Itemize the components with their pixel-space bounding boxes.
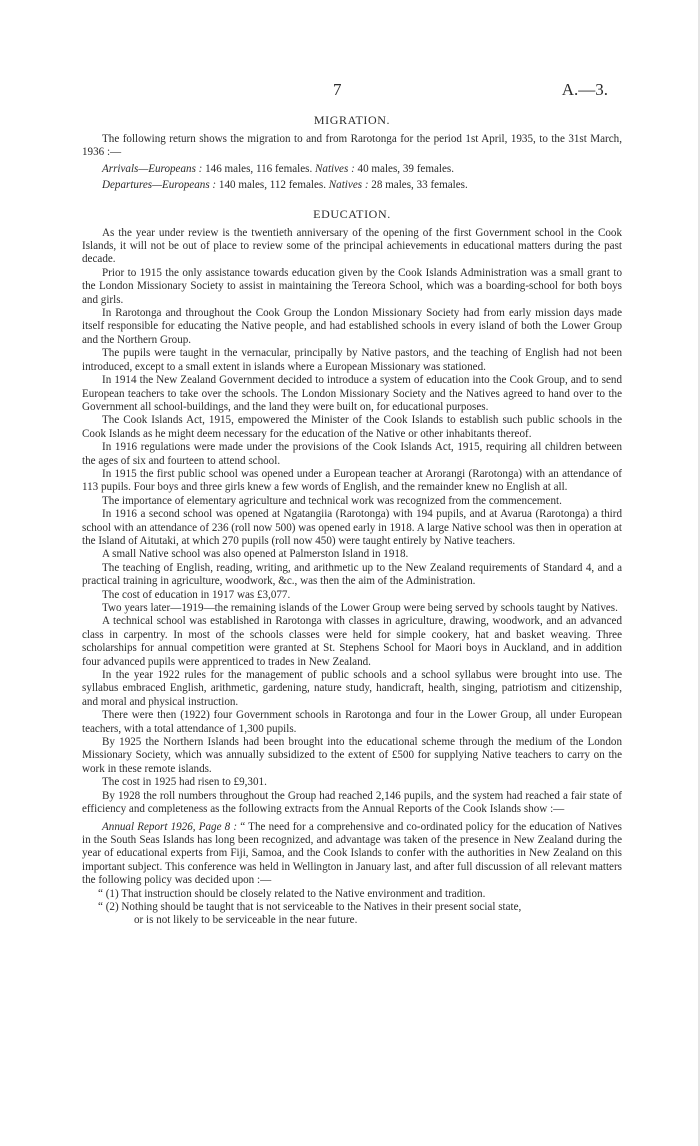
policy-item-2-continued: or is not likely to be serviceable in the near future. — [134, 914, 358, 927]
section-gap — [82, 196, 622, 204]
paragraph: By 1925 the Northern Islands had been brought into the educational scheme through the medium of the London Missionary Society, which was annually subsidized to the extent of £500 for supplying Native teachers to carry on the work in these remote islands. — [82, 736, 622, 775]
paragraph: In 1914 the New Zealand Government decided to introduce a system of education into the Cook Group, and to send European teachers to take over the schools. The London Missionary Society and the Natives agreed to hand over to the Government all school-buildings, and the land they were built on, for educational purposes. — [82, 374, 622, 413]
paragraph: As the year under review is the twentieth anniversary of the opening of the first Government school in the Cook Islands, it will not be out of place to review some of the principal achievements in educational matters during the past decade. — [82, 226, 622, 266]
page-number: 7 — [333, 80, 342, 99]
paragraph: In 1916 a second school was opened at Ngatangiia (Rarotonga) with 194 pupils, and at Avarua (Rarotonga) a third school with an attendance of 236 (roll now 500) was opened early in 1918. A large Native school was then in operation at the Island of Aitutaki, at which 270 pupils (roll now 450) were taught entirely by Native teachers. — [82, 508, 622, 547]
arrivals-value: 146 males, 116 females. — [202, 162, 316, 175]
departures-label: Departures—Europeans : — [102, 179, 217, 192]
paragraph: A technical school was established in Rarotonga with classes in agriculture, drawing, woodwork, and an advanced class in carpentry. In most of the schools classes were held for simple cookery, hat and basket weaving. Three scholarships for annual competition were granted at St. Stephens School for Maori boys in Auckland, and in addition four advanced pupils were apprenticed to trades in New Zealand. — [82, 615, 622, 668]
arrivals-natives-label: Natives : — [315, 162, 355, 175]
paragraph: Prior to 1915 the only assistance towards education given by the Cook Islands Administration was a small grant to the London Missionary Society to assist in maintaining the Tereora School, which was a boarding-school for both boys and girls. — [82, 266, 622, 306]
report-text: “ The need for a comprehensive and co-ordinated policy for the education of Natives in the South Seas Islands has long been recognized, and advantage was taken of the presence in New Zealand during the year of educational experts from Fiji, Samoa, and the Cook Islands to confer with the authorities in New Zealand on this important subject. This conference was held in Wellington in January last, and after full discussion of all relevant matters the following policy was decided upon :— — [82, 820, 622, 887]
migration-intro: The following return shows the migration to and from Rarotonga for the period 1st April, 1935, to the 31st March, 1936 :— — [82, 133, 622, 159]
paragraph: The pupils were taught in the vernacular, principally by Native pastors, and the teaching of English had not been introduced, except to a small extent in islands where a European Missionary was stationed. — [82, 347, 622, 373]
arrivals-line — [102, 163, 622, 176]
arrivals-natives-value: 40 males, 39 females. — [354, 162, 454, 175]
migration-heading: MIGRATION. — [313, 113, 391, 127]
departures-value: 140 males, 112 females. — [216, 179, 329, 192]
report-citation: Annual Report 1926, Page 8 : — [102, 820, 238, 833]
arrivals-label: Arrivals—Europeans : — [102, 162, 203, 175]
paragraph: There were then (1922) four Government schools in Rarotonga and four in the Lower Group, all under European teachers, with a total attendance of 1,300 pupils. — [82, 709, 622, 735]
paragraph: In Rarotonga and throughout the Cook Group the London Missionary Society had from early mission days made itself responsible for educating the Native people, and had established schools in every island of both the Lower Group and the Northern Group. — [82, 307, 622, 346]
departures-natives-label: Natives : — [328, 179, 369, 192]
paragraph: The importance of elementary agriculture and technical work was recognized from the commencement. — [102, 494, 562, 507]
paragraph: In 1916 regulations were made under the provisions of the Cook Islands Act, 1915, requiring all children between the ages of six and fourteen to attend school. — [82, 441, 622, 467]
paragraph: The cost of education in 1917 was £3,077. — [102, 588, 291, 601]
paragraph: The teaching of English, reading, writing, and arithmetic up to the New Zealand requirements of Standard 4, and a practical training in agriculture, woodwork, &c., was then the aim of the Administration. — [82, 561, 622, 588]
paragraph: The cost in 1925 had risen to £9,301. — [102, 776, 267, 789]
paragraph: Two years later—1919—the remaining islands of the Lower Group were being served by schools taught by Natives. — [102, 602, 618, 614]
annual-report-extract — [82, 821, 622, 888]
page-body — [82, 110, 622, 928]
paragraph: In 1915 the first public school was opened under a European teacher at Arorangi (Rarotonga) with an attendance of 113 pupils. Four boys and three girls knew a few words of English, and the remainder knew no English at all. — [82, 467, 622, 494]
document-reference: A.—3. — [561, 80, 608, 99]
paragraph: A small Native school was also opened at Palmerston Island in 1918. — [102, 548, 409, 561]
policy-item-1: “ (1) That instruction should be closely related to the Native environment and tradition. — [98, 887, 486, 900]
policy-item-2: “ (2) Nothing should be taught that is not serviceable to the Natives in their present social state, — [98, 900, 522, 913]
paragraph: By 1928 the roll numbers throughout the Group had reached 2,146 pupils, and the system had reached a fair state of efficiency and completeness as the following extracts from the Annual Reports of the Cook Islands show :— — [82, 789, 622, 816]
paragraph: The Cook Islands Act, 1915, empowered the Minister of the Cook Islands to establish such public schools in the Cook Islands as he might deem necessary for the education of the Native or other inhabitants thereof. — [82, 414, 622, 440]
education-heading: EDUCATION. — [313, 206, 391, 221]
paragraph: In the year 1922 rules for the management of public schools and a school syllabus were brought into use. The syllabus embraced English, arithmetic, gardening, nature study, handicraft, health, singing, patriotism and citizenship, and moral and physical instruction. — [82, 669, 622, 708]
departures-line — [102, 179, 622, 192]
departures-natives-value: 28 males, 33 females. — [368, 179, 468, 192]
